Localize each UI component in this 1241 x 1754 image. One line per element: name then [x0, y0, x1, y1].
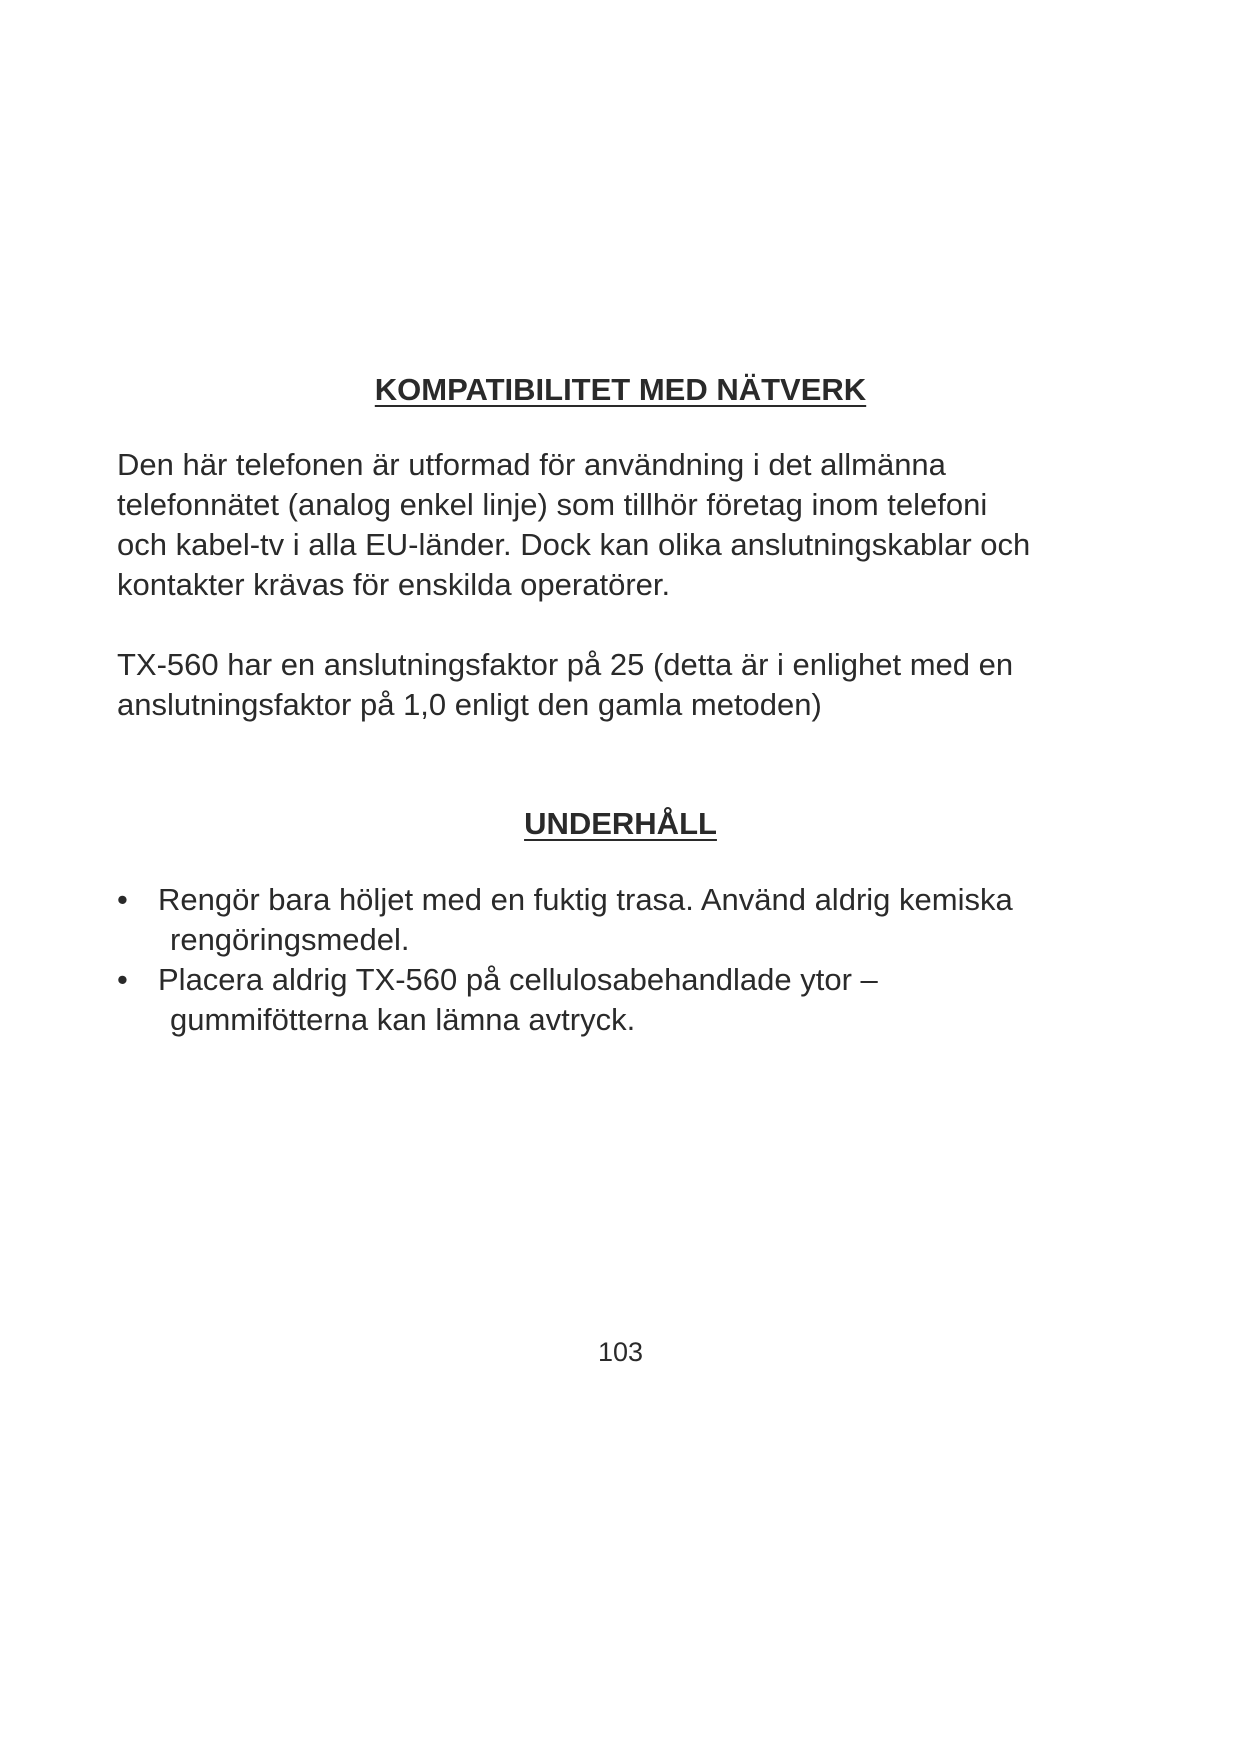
paragraph-line: telefonnätet (analog enkel linje) som tillhör företag inom telefoni: [117, 487, 988, 522]
paragraph-line: anslutningsfaktor på 1,0 enligt den gamla metoden): [117, 687, 822, 722]
paragraph-line: TX-560 har en anslutningsfaktor på 25 (detta är i enlighet med en: [117, 647, 1014, 682]
list-item-text-continued: rengöringsmedel.: [170, 922, 410, 957]
connection-factor-paragraph: [117, 645, 1157, 725]
list-item: [117, 960, 1157, 1040]
bullet-icon: •: [117, 962, 128, 997]
list-item-text: Placera aldrig TX-560 på cellulosabehandlade ytor –: [158, 962, 878, 997]
list-item: [117, 880, 1157, 960]
paragraph-line: Den här telefonen är utformad för användning i det allmänna: [117, 447, 946, 482]
paragraph-line: kontakter krävas för enskilda operatörer.: [117, 567, 671, 602]
list-item-text-continued: gummifötterna kan lämna avtryck.: [170, 1002, 636, 1037]
paragraph-line: och kabel-tv i alla EU-länder. Dock kan olika anslutningskablar och: [117, 527, 1031, 562]
list-item-text: Rengör bara höljet med en fuktig trasa. Använd aldrig kemiska: [158, 882, 1013, 917]
bullet-icon: •: [117, 882, 128, 917]
maintenance-list: [117, 880, 1157, 1040]
section-heading-maintenance: UNDERHÅLL: [524, 806, 717, 841]
section-heading-compatibility: KOMPATIBILITET MED NÄTVERK: [374, 372, 867, 407]
page-number: 103: [597, 1337, 644, 1367]
compatibility-paragraph: [117, 445, 1157, 605]
